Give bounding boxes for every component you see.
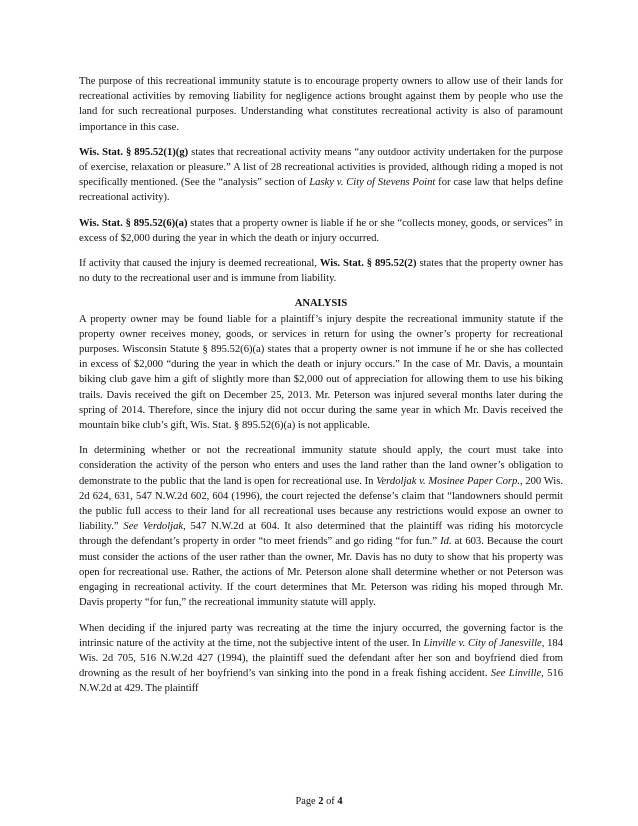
- case-name: Verdoljak v. Mosinee Paper Corp.: [376, 475, 520, 487]
- page-label: Page: [295, 796, 319, 807]
- paragraph-recreational-definition: Wis. Stat. § 895.52(1)(g) states that recreational activity means “any outdoor activity undertaken for the purpose of exercise, relaxation or pleasure.” A list of 28 recreational activities is provided, although riding a moped is not specifically mentioned. (See the “analysis” section of Lasky v. City of Stevens Point for case law that helps define recreational activity).: [79, 146, 563, 204]
- statute-citation: Wis. Stat. § 895.52(2): [319, 258, 417, 270]
- case-id-signal: Id.: [440, 536, 452, 548]
- analysis-heading: ANALYSIS: [294, 298, 348, 310]
- page-number: 2: [318, 796, 324, 807]
- page-footer: [0, 794, 638, 809]
- page-of-label: of: [323, 796, 338, 807]
- case-signal: See Linville: [490, 668, 542, 680]
- paragraph-analysis-gift: A property owner may be found liable for a plaintiff’s injury despite the recreational immunity statute if the property owner receives money, goods, or services in return for using the owner’s property for recreational purposes. Wisconsin Statute § 895.52(6)(a) states that a property owner is not immune if he or she has collected in excess of $2,000 “during the year in which the death or injury occurs.” In the case of Mr. Davis, a mountain biking club gave him a gift of slightly more than $2,000 out of appreciation for allowing them to use his biking trails. Davis received the gift on December 25, 2013. Mr. Peterson was injured several months later during the spring of 2014. Therefore, since the injury did not occur during the same year in which Mr. Davis received the mountain bike club’s gift, Wis. Stat. § 895.52(6)(a) is not applicable.: [79, 313, 563, 432]
- case-name: Lasky v. City of Stevens Point: [309, 177, 436, 189]
- statute-citation: Wis. Stat. § 895.52(6)(a): [79, 217, 188, 229]
- document-body: [79, 74, 563, 707]
- paragraph-immunity: If activity that caused the injury is deemed recreational, Wis. Stat. § 895.52(2) states that the property owner has no duty to the recreational user and is immune from liability.: [79, 258, 563, 285]
- case-name: Linville v. City of Janesville: [423, 637, 542, 649]
- paragraph-liability-exception: Wis. Stat. § 895.52(6)(a) states that a property owner is liable if he or she “collects money, goods, or services” in excess of $2,000 during the year in which the death or injury occurred.: [79, 217, 564, 244]
- statute-citation: Wis. Stat. § 895.52(1)(g): [79, 146, 189, 158]
- paragraph-verdoljak: In determining whether or not the recreational immunity statute should apply, the court must take into consideration the activity of the person who enters and uses the land rather than the land owner’s obligation to demonstrate to the public that the land is open for recreational use. In Verdoljak v. Mosinee Paper Corp., 200 Wis. 2d 624, 631, 547 N.W.2d 602, 604 (1996), the court rejected the defense’s claim that “landowners should permit the public full access to their land for all recreational uses because any restrictions would expose an owner to liability.” See Verdoljak, 547 N.W.2d at 604. It also determined that the plaintiff was riding his motorcycle through the defendant’s property in order “to meet friends” and go riding “for fun.” Id. at 603. Because the court must consider the actions of the user rather than the owner, Mr. Davis has no duty to show that his property was open for recreational use. Rather, the actions of Mr. Peterson alone shall determine whether or not Peterson was engaging in recreational activity. If the court determines that Mr. Peterson was riding his moped through Mr. Davis property “for fun,” the recreational immunity statute will apply.: [79, 445, 564, 609]
- case-signal: See Verdoljak: [123, 521, 184, 533]
- paragraph-purpose: The purpose of this recreational immunity statute is to encourage property owners to allow use of their lands for recreational activities by removing liability for negligence actions brought against them by people who use the land for such recreational purposes. Understanding what constitutes recreational activity is also of paramount importance in this case.: [79, 76, 563, 133]
- page-total: 4: [337, 796, 343, 807]
- paragraph-linville: When deciding if the injured party was recreating at the time the injury occurred, the governing factor is the intrinsic nature of the activity at the time, not the subjective intent of the user. In Linville v. City of Janesville, 184 Wis. 2d 705, 516 N.W.2d 427 (1994), the plaintiff sued the defendant after her son and boyfriend died from drowning as the result of her boyfriend’s van sinking into the pond in a freak fishing accident. See Linville, 516 N.W.2d at 429. The plaintiff: [79, 622, 564, 695]
